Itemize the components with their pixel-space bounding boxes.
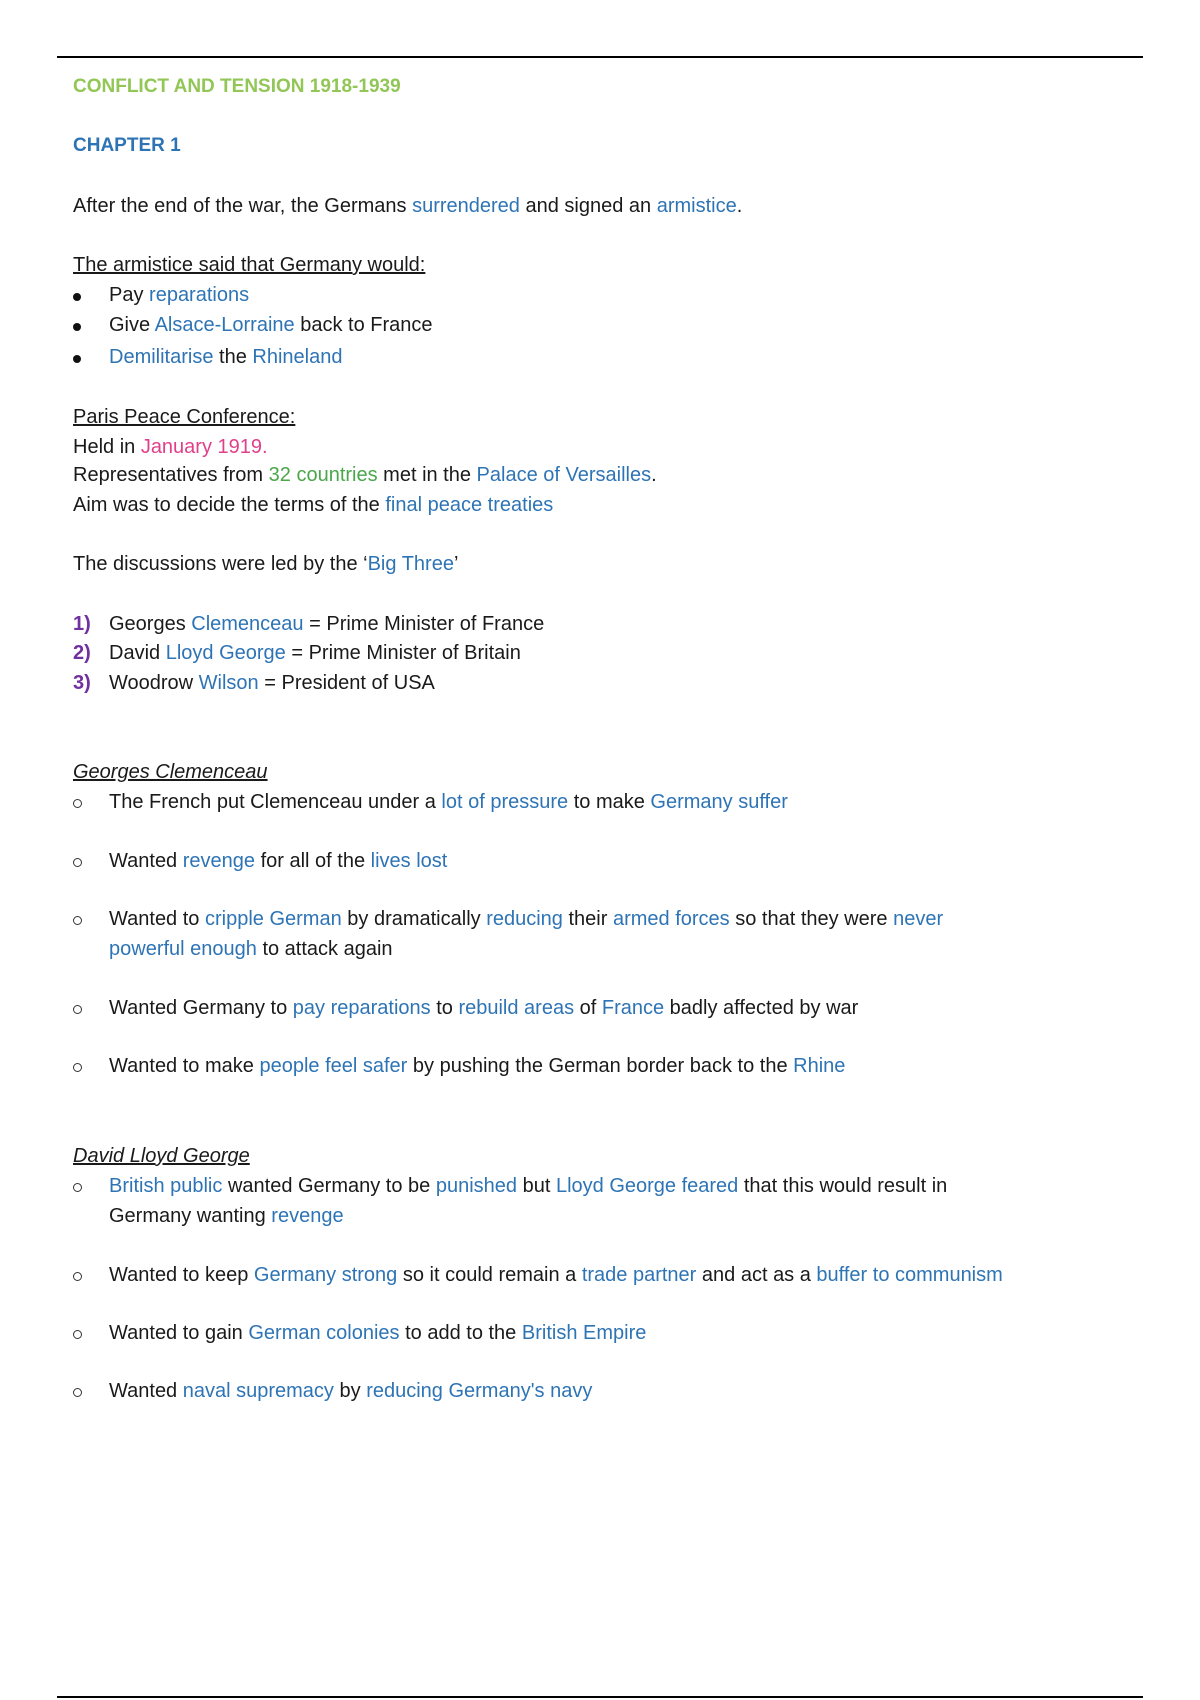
list-item: Wanted revenge for all of the lives lost (73, 848, 1073, 874)
list-item: Wanted Germany to pay reparations to rebuild areas of France badly affected by war (73, 995, 1073, 1021)
circle-bullet-icon (73, 848, 82, 874)
bullet-icon (73, 344, 81, 370)
circle-bullet-icon (73, 789, 82, 815)
circle-bullet-icon (73, 1378, 82, 1404)
circle-bullet-icon (73, 1053, 82, 1079)
list-item: Pay reparations (73, 282, 1073, 308)
list-item: Wanted to make people feel safer by pushing the German border back to the Rhine (73, 1053, 1073, 1079)
document-title: CONFLICT AND TENSION 1918-1939 (73, 76, 401, 97)
list-item: Give Alsace-Lorraine back to France (73, 312, 1073, 338)
list-item: British public wanted Germany to be punished but Lloyd George feared that this would result in Germany wanting revenge (73, 1173, 1123, 1229)
list-item: Demilitarise the Rhineland (73, 344, 1073, 370)
big-three-intro: The discussions were led by the ‘Big Three’ (73, 553, 459, 575)
list-item: 3) Woodrow Wilson = President of USA (73, 672, 435, 694)
top-rule (57, 56, 1143, 58)
lloyd-george-heading: David Lloyd George (73, 1145, 250, 1167)
bullet-icon (73, 312, 81, 338)
list-item: Wanted to cripple German by dramatically reducing their armed forces so that they were never powerful enough to attack again (73, 906, 1073, 962)
list-item: 2) David Lloyd George = Prime Minister of Britain (73, 642, 521, 664)
conference-heading: Paris Peace Conference: (73, 406, 296, 428)
list-item: Wanted naval supremacy by reducing Germany's navy (73, 1378, 1073, 1404)
circle-bullet-icon (73, 1320, 82, 1346)
circle-bullet-icon (73, 1173, 82, 1199)
conference-held: Held in January 1919. (73, 436, 268, 458)
list-item: 1) Georges Clemenceau = Prime Minister of France (73, 613, 545, 635)
chapter-heading: CHAPTER 1 (73, 135, 181, 156)
list-item: Wanted to gain German colonies to add to the British Empire (73, 1320, 1073, 1346)
bottom-rule (57, 1696, 1143, 1698)
clemenceau-heading: Georges Clemenceau (73, 761, 268, 783)
conference-aim: Aim was to decide the terms of the final peace treaties (73, 494, 554, 516)
circle-bullet-icon (73, 1262, 82, 1288)
intro-paragraph: After the end of the war, the Germans surrendered and signed an armistice. (73, 195, 743, 217)
list-item: The French put Clemenceau under a lot of pressure to make Germany suffer (73, 789, 1073, 815)
circle-bullet-icon (73, 906, 82, 932)
circle-bullet-icon (73, 995, 82, 1021)
list-item: Wanted to keep Germany strong so it could remain a trade partner and act as a buffer to communism (73, 1262, 1123, 1288)
armistice-heading: The armistice said that Germany would: (73, 254, 426, 276)
bullet-icon (73, 282, 81, 308)
conference-representatives: Representatives from 32 countries met in the Palace of Versailles. (73, 464, 657, 486)
